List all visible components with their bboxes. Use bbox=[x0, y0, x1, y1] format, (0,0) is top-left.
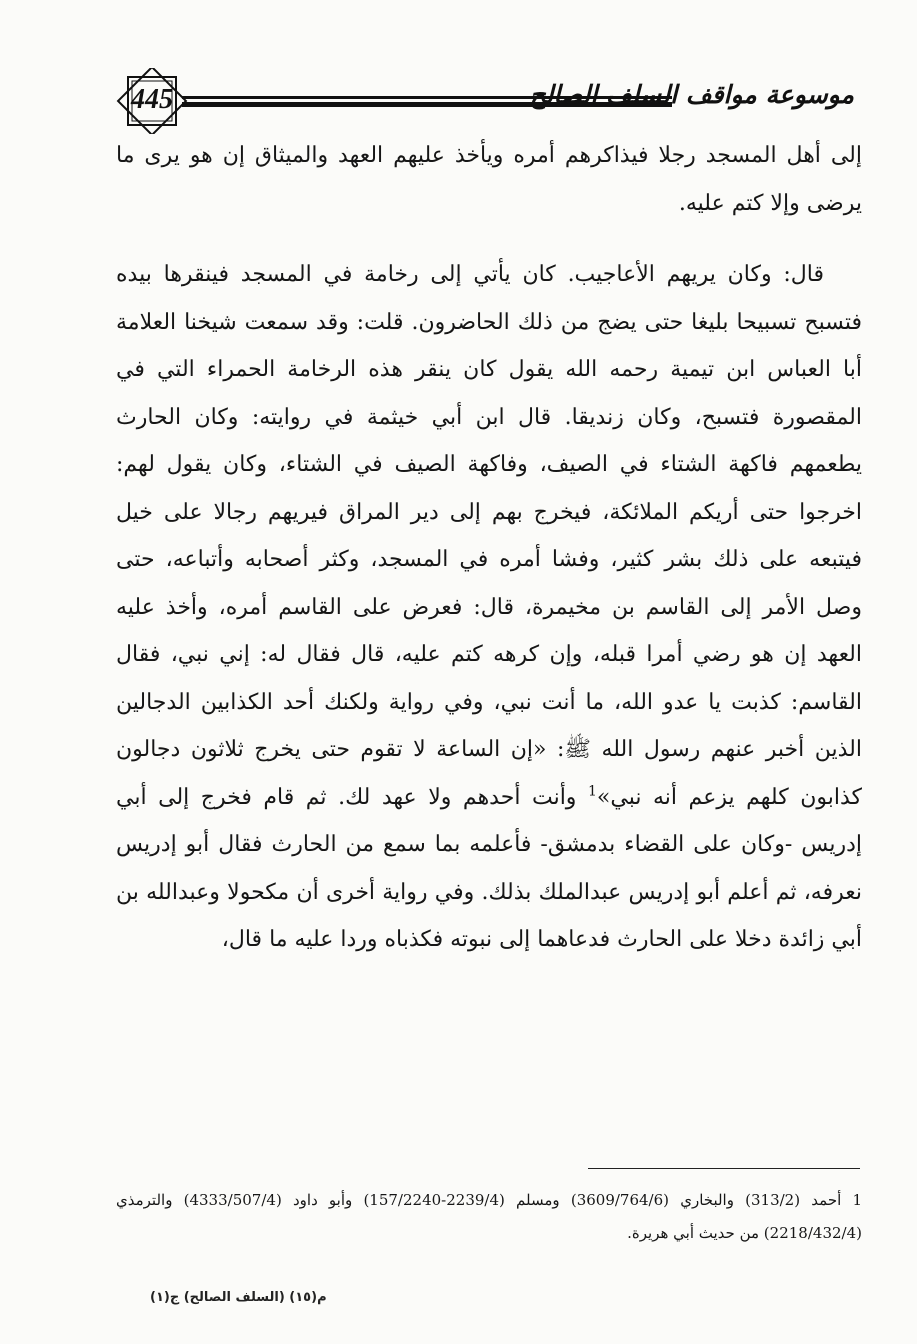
paragraph-text: قال: وكان يريهم الأعاجيب. كان يأتي إلى رخامة في المسجد فينقرها بيده فتسبح تسبيحا بليغا حتى يضج من ذلك الحاضرون. قلت: وقد سمعت شيخنا العلامة أبا العباس ابن تيمية رحمه الله يقول كان ينقر هذه الرخامة الحمراء التي في المقصورة فتسبح، وكان زنديقا. قال ابن أبي خيثمة في روايته: وكان الحارث يطعمهم فاكهة الشتاء في الصيف، وفاكهة الصيف في الشتاء، وكان يقول لهم: اخرجوا حتى أريكم الملائكة، فيخرج بهم إلى دير المراق فيريهم رجالا على خيل فيتبعه على ذلك بشر كثير، وفشا أمره في المسجد، وكثر أصحابه وأتباعه، حتى وصل الأمر إلى القاسم بن مخيمرة، قال: فعرض على القاسم أمره، وأخذ عليه العهد إن هو رضي أمرا قبله، وإن كرهه كتم عليه، قال فقال له: إني نبي، فقال القاسم: كذبت يا عدو الله، ما أنت نبي، وفي رواية ولكنك أحد الكذابين الدجالين الذين أخبر عنهم رسول الله ﷺ: «إن الساعة لا تقوم حتى يخرج ثلاثون دجالون كذابون كلهم يزعم أنه نبي» bbox=[116, 262, 862, 810]
page-header bbox=[112, 68, 852, 134]
footnote-separator bbox=[588, 1168, 860, 1169]
footnotes bbox=[116, 1184, 862, 1250]
body-text bbox=[116, 132, 862, 964]
series-title: موسوعة مواقف السلف الصالح bbox=[529, 80, 854, 109]
paragraph: إلى أهل المسجد رجلا فيذاكرهم أمره ويأخذ عليهم العهد والميثاق إن هو يرى ما يرضى وإلا كتم عليه. bbox=[116, 143, 862, 216]
footnote-reference[interactable]: 1 bbox=[587, 783, 597, 800]
printer-signature: م(١٥) (السلف الصالح) ج(١) bbox=[150, 1290, 327, 1305]
page-number-badge bbox=[112, 68, 192, 134]
page-number: 445 bbox=[131, 84, 173, 115]
footnote: 1 أحمد (313/2) والبخاري (3609/764/6) ومسلم (2239/4-157/2240) وأبو داود (4333/507/4) والترمذي (2218/432/4) من حديث أبي هريرة. bbox=[116, 1191, 862, 1242]
paragraph bbox=[116, 251, 862, 964]
paragraph-text: وأنت أحدهم ولا عهد لك. ثم قام فخرج إلى أبي إدريس -وكان على القضاء بدمشق- فأعلمه بما سمع من الحارث فقال أبو إدريس نعرفه، ثم أعلم أبو إدريس عبدالملك بذلك. وفي رواية أخرى أن مكحولا وعبدالله بن أبي زائدة دخلا على الحارث فدعاهما إلى نبوته فكذباه وردا عليه ما قال، bbox=[116, 784, 862, 952]
